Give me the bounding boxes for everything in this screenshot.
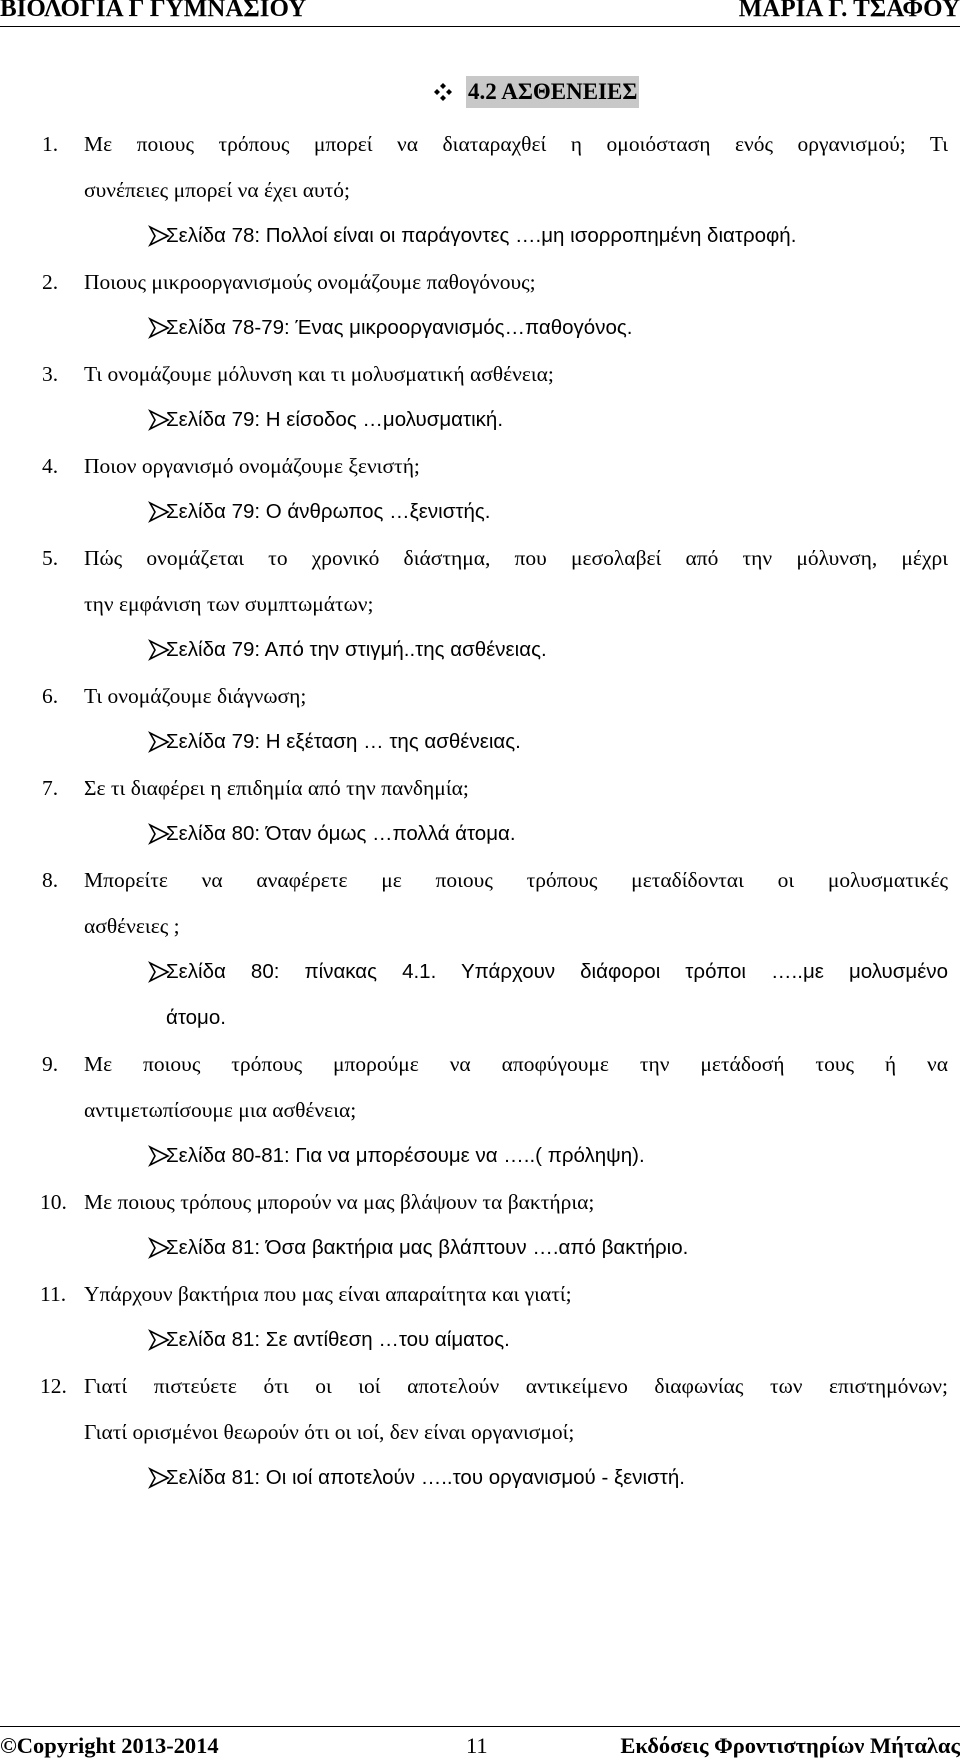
footer-publisher: Εκδόσεις Φροντιστηρίων Μήταλας — [620, 1733, 960, 1758]
answer-text: Σελίδα 80: Όταν όμως …πολλά άτομα. — [166, 822, 516, 845]
answer-text: Σελίδα 78: Πολλοί είναι οι παράγοντες ….μη ισορροπημένη διατροφή. — [166, 224, 797, 247]
question-text: Ποιον οργανισμό ονομάζουμε ξενιστή; — [84, 454, 420, 478]
answer-text: Σελίδα 78-79: Ένας μικροοργανισμός…παθογόνος. — [166, 316, 633, 339]
section-title-text: 4.2 ΑΣΘΕΝΕΙΕΣ — [466, 76, 639, 108]
four-diamond-bullet-icon — [434, 83, 452, 101]
answer-text: Σελίδα 81: Όσα βακτήρια μας βλάπτουν ….από βακτήριο. — [166, 1236, 689, 1259]
question-number: 6. — [42, 684, 59, 708]
answer-text: Σελίδα 79: Η είσοδος …μολυσματική. — [166, 408, 504, 431]
question-number: 8. — [42, 868, 59, 892]
footer-copyright: ©Copyright 2013-2014 — [0, 1733, 219, 1758]
question-number: 3. — [42, 362, 59, 386]
question-number: 11. — [40, 1282, 67, 1306]
header-author: ΜΑΡΙΑ Γ. ΤΣΑΦΟΥ — [738, 0, 960, 22]
answer-text: Σελίδα 79: Ο άνθρωπος …ξενιστής. — [166, 500, 491, 523]
page-number: 11 — [466, 1733, 488, 1758]
question-text: Με ποιους τρόπους μπορούμε να αποφύγουμε την μετάδοσή τους ή να — [84, 1052, 948, 1076]
question-text: Τι ονομάζουμε μόλυνση και τι μολυσματική ασθένεια; — [84, 362, 554, 386]
header-subject: ΒΙΟΛΟΓΙΑ Γ ΓΥΜΝΑΣΙΟΥ — [0, 0, 307, 22]
answer-text: Σελίδα 80-81: Για να μπορέσουμε να …..( πρόληψη). — [166, 1144, 645, 1167]
answer-text: άτομο. — [166, 1006, 226, 1029]
question-text: Με ποιους τρόπους μπορούν να μας βλάψουν τα βακτήρια; — [84, 1190, 595, 1214]
section-title — [434, 76, 639, 108]
question-number: 10. — [40, 1190, 67, 1214]
answer-text: Σελίδα 79: Η εξέταση … της ασθένειας. — [166, 730, 521, 753]
question-text: Γιατί πιστεύετε ότι οι ιοί αποτελούν αντικείμενο διαφωνίας των επιστημόνων; — [84, 1374, 948, 1398]
question-number: 5. — [42, 546, 59, 570]
page-header — [0, 0, 960, 27]
question-text: ασθένειες ; — [84, 914, 180, 938]
question-number: 1. — [42, 132, 59, 156]
question-text: Πώς ονομάζεται το χρονικό διάστημα, που μεσολαβεί από την μόλυνση, μέχρι — [84, 546, 948, 570]
answer-text: Σελίδα 81: Οι ιοί αποτελούν …..του οργανισμού - ξενιστή. — [166, 1466, 685, 1489]
question-number: 7. — [42, 776, 59, 800]
question-text: συνέπειες μπορεί να έχει αυτό; — [84, 178, 351, 202]
question-text: την εμφάνιση των συμπτωμάτων; — [84, 592, 374, 616]
question-text: Γιατί ορισμένοι θεωρούν ότι οι ιοί, δεν είναι οργανισμοί; — [84, 1420, 575, 1444]
question-number: 12. — [40, 1374, 67, 1398]
question-text: Σε τι διαφέρει η επιδημία από την πανδημία; — [84, 776, 469, 800]
page-footer — [0, 1726, 960, 1762]
question-number: 4. — [42, 454, 59, 478]
question-number: 9. — [42, 1052, 59, 1076]
question-number: 2. — [42, 270, 59, 294]
question-text: αντιμετωπίσουμε μια ασθένεια; — [84, 1098, 357, 1122]
question-text: Ποιους μικροοργανισμούς ονομάζουμε παθογόνους; — [84, 270, 536, 294]
answer-text: Σελίδα 80: πίνακας 4.1. Υπάρχουν διάφοροι τρόποι …..με μολυσμένο — [166, 960, 948, 983]
question-text: Τι ονομάζουμε διάγνωση; — [84, 684, 307, 708]
question-text: Με ποιους τρόπους μπορεί να διαταραχθεί η ομοιόσταση ενός οργανισμού; Τι — [84, 132, 948, 156]
answer-text: Σελίδα 79: Από την στιγμή..της ασθένειας. — [166, 638, 547, 661]
answer-text: Σελίδα 81: Σε αντίθεση …του αίματος. — [166, 1328, 510, 1351]
question-text: Μπορείτε να αναφέρετε με ποιους τρόπους μεταδίδονται οι μολυσματικές — [84, 868, 948, 892]
question-text: Υπάρχουν βακτήρια που μας είναι απαραίτητα και γιατί; — [84, 1282, 572, 1306]
